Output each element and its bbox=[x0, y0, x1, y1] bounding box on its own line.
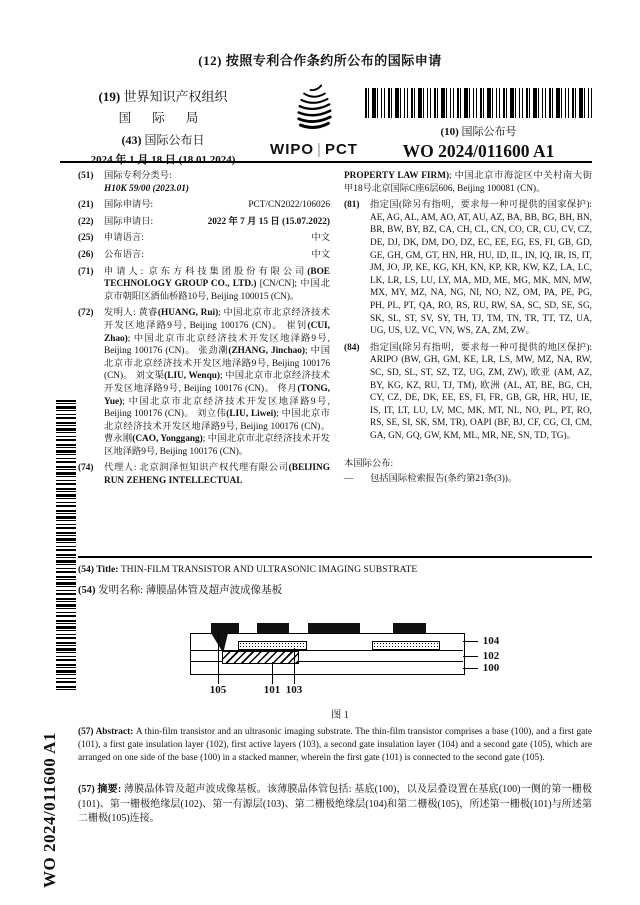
first-gate-layer bbox=[222, 651, 299, 664]
field-number: (74) bbox=[78, 463, 94, 474]
issuing-org-block bbox=[58, 86, 268, 167]
field-number: (84) bbox=[344, 342, 360, 353]
field-number: (51) bbox=[78, 171, 94, 181]
field-74-agent bbox=[78, 462, 330, 487]
pub-date-value: 2024 年 1 月 18 日 (18.01.2024) bbox=[90, 154, 236, 166]
agent-text: 代理人: 北京润泽恒知识产权代理有限公司(BEIJING RUN ZEHENG INTELLECTUAL bbox=[104, 463, 330, 487]
publication-note-item bbox=[344, 473, 592, 486]
field-21-application-number bbox=[78, 199, 330, 212]
label: 国际申请日: bbox=[104, 216, 154, 227]
ipc-value: H10K 59/00 (2023.01) bbox=[104, 183, 189, 194]
field-26-publication-language bbox=[78, 249, 330, 262]
pub-number-value: WO 2024/011600 A1 bbox=[402, 141, 555, 161]
label-101: 101 bbox=[263, 684, 281, 696]
field-43-number: (43) bbox=[121, 133, 145, 147]
label-103: 103 bbox=[285, 684, 303, 696]
abstract-chinese: (57) 摘要: 薄膜晶体管及超声波成像基板。该薄膜晶体管包括: 基底(100)，以及层叠设置在基底(100)一侧的第一栅极(101)、第一栅极绝缘层(102)、第一有源层(103)、第二栅极绝缘层(104)和第二栅极(105)，所述第一栅极(101)与所述第二栅极(105)连接。 bbox=[78, 784, 592, 824]
wipo-logo-icon bbox=[287, 121, 341, 138]
field-10-number: (10) bbox=[440, 126, 462, 138]
title-english: (54) Title: THIN-FILM TRANSISTOR AND ULTRASONIC IMAGING SUBSTRATE bbox=[78, 564, 418, 575]
applicant-text: 申请人: 京东方科技集团股份有限公司(BOE TECHNOLOGY GROUP CO., LTD.) [CN/CN]; 中国北京市朝阳区酒仙桥路10号, Beijing 100015 (CN)。 bbox=[104, 266, 330, 302]
leader-105 bbox=[218, 633, 219, 684]
leader-103 bbox=[294, 648, 295, 684]
ipc-label: 国际专利分类号: bbox=[104, 171, 172, 181]
field-number: (81) bbox=[344, 200, 360, 211]
pub-number-label-line bbox=[365, 123, 592, 139]
field-number: (22) bbox=[78, 216, 94, 227]
intl-bureau: 国 际 局 bbox=[118, 111, 208, 125]
org-name-line bbox=[58, 86, 268, 105]
title-chinese: (54) 发明名称: 薄膜晶体管及超声波成像基板 bbox=[78, 585, 283, 596]
pct-heading: (12) 按照专利合作条约所公布的国际申请 bbox=[198, 53, 442, 68]
active-layer-right bbox=[372, 641, 440, 650]
abstract-english: (57) Abstract: A thin-film transistor and an ultrasonic imaging substrate. The thin-film transistor comprises a base (100), and a first gate (101), a first gate insulation layer (102), first active layers (103), a second gate insulation layer (104) and a second gate (105), which are arranged on one side of the base (100) in a stacked manner, wherein the first gate (101) is connected to the second gate (105). bbox=[78, 727, 592, 763]
value: 2022 年 7 月 15 日 (15.07.2022) bbox=[207, 216, 330, 227]
label-102: 102 bbox=[482, 650, 500, 662]
field-81-designated-states bbox=[344, 199, 592, 338]
wordmark-wipo: WIPO bbox=[270, 141, 315, 158]
field-19-number: (19) bbox=[98, 89, 124, 104]
pub-date-label: 国际公布日 bbox=[144, 133, 205, 147]
wordmark-separator: | bbox=[317, 141, 322, 158]
top-electrode-2 bbox=[257, 623, 289, 633]
field-22-filing-date bbox=[78, 216, 330, 229]
field-number: (26) bbox=[78, 249, 94, 260]
field-number: (72) bbox=[78, 308, 94, 319]
wipo-pct-wordmark bbox=[262, 141, 366, 158]
publication-note-item-text: 包括国际检索报告(条约第21条(3))。 bbox=[370, 474, 518, 485]
publication-number-block bbox=[365, 88, 592, 162]
top-electrode-1 bbox=[211, 623, 239, 633]
field-number: (21) bbox=[78, 200, 94, 211]
publication-note: 本国际公布: bbox=[344, 459, 394, 470]
title-divider bbox=[78, 556, 592, 558]
barcode-vertical-icon bbox=[56, 400, 76, 690]
leader-101 bbox=[272, 662, 273, 684]
field-51-ipc bbox=[78, 170, 330, 195]
designated-states-text: 指定国(除另有指明，要求每一种可提供的国家保护): AE, AG, AL, AM, AO, AT, AU, AZ, BA, BB, BG, BH, BN, BR, BW, BY, BZ, CA, CH, CL, CN, CO, CR, CU, CV, CZ, DE, DJ, DK, DM, DO, DZ, EC, EE, EG, ES, FI, GB, GD, GE, GH, GM, GT, HN, HR, HU, ID, IL, IN, IQ, IR, IS, IT, JM, JO, JP, KE, KG, KH, KN, KP, KR, KW, KZ, LA, LC, LK, LR, LS, LU, LY, MA, MD, ME, MG, MK, MN, MW, MX, MY, MZ, NA, NG, NI, NO, NZ, OM, PA, PE, PG, PH, PL, PT, QA, RO, RS, RU, RW, SA, SC, SD, SE, SG, SK, SL, ST, SV, SY, TH, TJ, TM, TN, TR, TT, TZ, UA, UG, US, UZ, VC, VN, WS, ZA, ZM, ZW。 bbox=[370, 200, 592, 337]
field-number: (25) bbox=[78, 233, 94, 244]
agent-continuation bbox=[344, 170, 592, 195]
active-layer-left bbox=[238, 641, 307, 650]
agent-continuation-text: PROPERTY LAW FIRM); 中国北京市海淀区中关村南大街甲18号北京国际C座6层606, Beijing 100081 (CN)。 bbox=[344, 171, 592, 194]
field-84-regional-states bbox=[344, 342, 592, 443]
label-104: 104 bbox=[482, 635, 500, 647]
label-105: 105 bbox=[209, 684, 227, 696]
pub-date-line bbox=[58, 131, 268, 148]
label-100: 100 bbox=[482, 662, 500, 674]
biblio-left-column bbox=[78, 170, 330, 492]
regional-states-text: 指定国(除另有指明，要求每一种可提供的地区保护): ARIPO (BW, GH, GM, KE, LR, LS, MW, MZ, NA, RW, SC, SD, SL, ST, SZ, TZ, UG, ZM, ZW), 欧亚 (AM, AZ, BY, KG, KZ, RU, TJ, TM), 欧洲 (AL, AT, BE, BG, CH, CY, CZ, DE, DK, EE, ES, FI, FR, GB, GR, HR, HU, IE, IS, IT, LT, LU, LV, MC, MK, MT, NL, NO, PL, PT, RO, RS, SE, SI, SK, SM, TR), OAPI (BF, BJ, CF, CG, CI, CM, GA, GN, GQ, GW, KM, ML, MR, NE, SN, TD, TG)。 bbox=[370, 342, 592, 441]
field-number: (71) bbox=[78, 266, 94, 277]
figure-1-diagram bbox=[150, 620, 515, 722]
field-71-applicant bbox=[78, 266, 330, 304]
wordmark-pct: PCT bbox=[324, 141, 358, 158]
wipo-logo-block bbox=[262, 82, 366, 158]
label: 申请语言: bbox=[104, 233, 144, 244]
inventors-text: 发明人: 黄睿(HUANG, Rui); 中国北京市北京经济技术开发区地泽路9号, Beijing 100176 (CN)。 崔钊(CUI, Zhao); 中国北京市北京经济技术开发区地泽路9号, Beijing 100176 (CN)。 张劲潮(ZHANG, Jinchao); 中国北京市北京经济技术开发区地泽路9号, Beijing 100176 (CN)。 刘文渠(LIU, Wenqu); 中国北京市北京经济技术开发区地泽路9号, Beijing 100176 (CN)。 佟月(TONG, Yue); 中国北京市北京经济技术开发区地泽路9号, Beijing 100176 (CN)。 刘立伟(LIU, Liwei); 中国北京市北京经济技术开发区地泽路9号, Beijing 100176 (CN)。 曹永刚(CAO, Yonggang); 中国北京市北京经济技术开发区地泽路9号, Beijing 100176 (CN)。 bbox=[104, 308, 330, 457]
top-electrode-3 bbox=[308, 623, 360, 633]
biblio-right-column bbox=[344, 170, 592, 492]
value: 中文 bbox=[311, 233, 330, 244]
bibliographic-section bbox=[78, 170, 592, 492]
value: 中文 bbox=[311, 249, 330, 260]
figure-caption: 图 1 bbox=[331, 710, 349, 721]
label: 公布语言: bbox=[104, 249, 144, 260]
pub-number-vertical: WO 2024/011600 A1 bbox=[40, 732, 59, 888]
field-25-filing-language bbox=[78, 232, 330, 245]
dash: — bbox=[344, 474, 354, 485]
value: PCT/CN2022/106026 bbox=[248, 200, 330, 211]
pub-number-label: 国际公布号 bbox=[461, 126, 517, 138]
barcode-icon bbox=[365, 88, 592, 118]
org-name: 世界知识产权组织 bbox=[123, 89, 228, 104]
top-electrode-4 bbox=[393, 623, 426, 633]
header-divider bbox=[60, 161, 592, 163]
label: 国际申请号: bbox=[104, 200, 154, 211]
field-72-inventors bbox=[78, 307, 330, 458]
